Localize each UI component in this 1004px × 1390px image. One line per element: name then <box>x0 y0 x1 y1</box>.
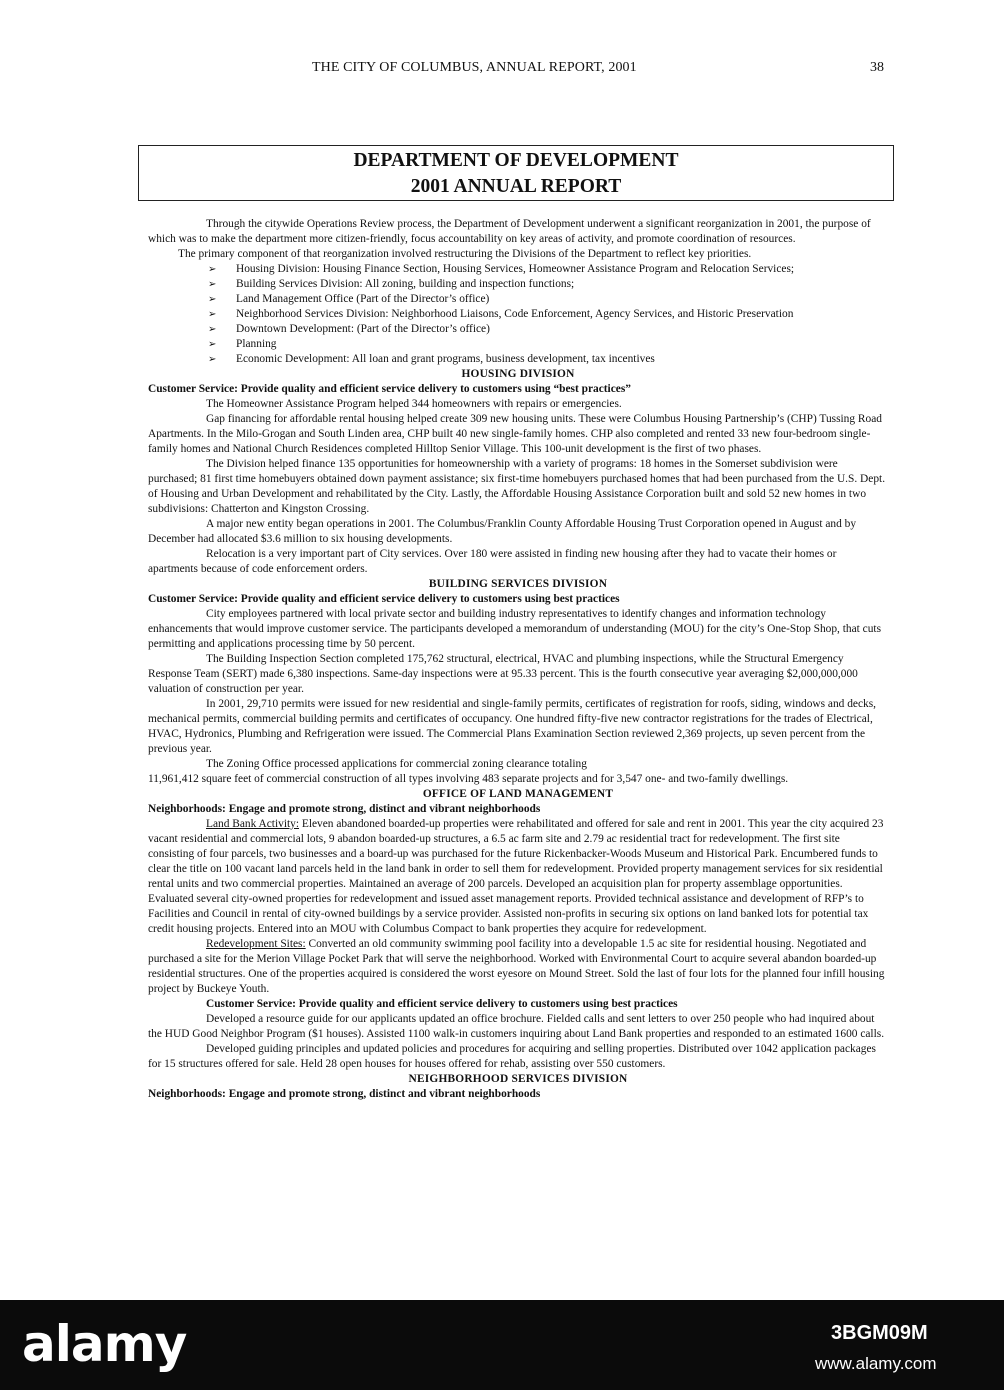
page-number: 38 <box>870 60 884 75</box>
list-item-text: Economic Development: All loan and grant programs, business development, tax incentives <box>236 353 655 365</box>
body-paragraph: A major new entity began operations in 2001. The Columbus/Franklin County Affordable Housing Trust Corporation opened in August and by December had allocated $3.6 million to six housing developments. <box>148 518 857 545</box>
intro-paragraph: Through the citywide Operations Review process, the Department of Development underwent a significant reorganization in 2001, the purpose of which was to make the department more citizen-friendly, focus accountability on key areas of activity, and promote coordination of resources. <box>148 218 871 245</box>
bullet-arrow-icon: ➢ <box>208 339 217 350</box>
list-item-text: Building Services Division: All zoning, building and inspection functions; <box>236 278 575 290</box>
body-paragraph: The Division helped finance 135 opportunities for homeownership with a variety of programs: 18 homes in the Somerset subdivision were purchased; 81 first time homebuyers obtained down payment assistance; six first-time homebuyers purchased homes that had been purchased from the U.S. Dept. of Housing and Urban Development and rehabilitated by the City. Lastly, the Affordable Housing Assistance Corporation built and sold 52 new homes in two subdivisions: Chatterton and Kingston Crossing. <box>148 458 886 515</box>
list-item-text: Downtown Development: (Part of the Director’s office) <box>236 323 490 335</box>
body-paragraph: Relocation is a very important part of City services. Over 180 were assisted in finding new housing after they had to vacate their homes or apartments because of code enforcement orders. <box>148 548 837 575</box>
body-paragraph: Developed guiding principles and updated policies and procedures for acquiring and selling properties. Distributed over 1042 application packages for 15 structures offered for sale. Held 28 open houses for houses offered for rehab, assisting over 550 customers. <box>148 1043 876 1070</box>
report-title: THE CITY OF COLUMBUS, ANNUAL REPORT, 2001 <box>312 60 637 75</box>
list-item <box>148 262 888 277</box>
bullet-arrow-icon: ➢ <box>208 294 217 305</box>
section-heading-housing: HOUSING DIVISION <box>461 368 575 380</box>
redevelopment-text: Converted an old community swimming pool facility into a developable 1.5 ac site for residential housing. Negotiated and purchased a site for the Merion Village Pocket Park that will serve the neighborhood. Worked with Environmental Court to acquire several abandon boarded-up residential structures. One of the properties acquired is considered the worst eyesore on Mound Street. Sold the last of four lots for the planned four infill housing project by Buckeye Youth. <box>148 938 885 995</box>
body-paragraph: 11,961,412 square feet of commercial construction of all types involving 483 separate projects and for 3,547 one- and two-family dwellings. <box>148 773 789 785</box>
section-goal: Customer Service: Provide quality and efficient service delivery to customers using “best practices” <box>148 383 631 395</box>
list-item <box>148 352 888 367</box>
body-paragraph <box>148 817 888 937</box>
report-body <box>148 217 888 1102</box>
annual-report-title: 2001 ANNUAL REPORT <box>410 176 622 197</box>
list-item-text: Neighborhood Services Division: Neighborhood Liaisons, Code Enforcement, Agency Services, and Historic Preservation <box>236 308 794 320</box>
body-paragraph <box>148 937 888 997</box>
section-heading-building-services: BUILDING SERVICES DIVISION <box>428 578 608 590</box>
bullet-arrow-icon: ➢ <box>208 264 217 275</box>
list-item <box>148 337 888 352</box>
alamy-logo: alamy <box>22 1315 187 1373</box>
bullet-arrow-icon: ➢ <box>208 279 217 290</box>
section-goal: Neighborhoods: Engage and promote strong, distinct and vibrant neighborhoods <box>148 803 541 815</box>
body-paragraph: In 2001, 29,710 permits were issued for new residential and single-family permits, certificates of registration for roofs, siding, windows and decks, mechanical permits, commercial building permits and certificates of occupancy. One hundred fifty-five new contractor registrations for the trades of Electrical, HVAC, Hydronics, Plumbing and Refrigeration were issued. The Commercial Plans Examination Section reviewed 2,369 projects, up seven percent from the previous year. <box>148 698 876 755</box>
land-bank-label: Land Bank Activity: <box>206 818 300 830</box>
section-goal: Neighborhoods: Engage and promote strong, distinct and vibrant neighborhoods <box>148 1088 541 1100</box>
body-paragraph: The Building Inspection Section completed 175,762 structural, electrical, HVAC and plumbing inspections, while the Structural Emergency Response Team (SERT) made 6,380 inspections. Same-day inspections were at 95.33 percent. This is the fourth consecutive year averaging $2,000,000,000 valuation of construction per year. <box>148 653 858 695</box>
body-paragraph: City employees partnered with local private sector and building industry representatives to identify changes and information technology enhancements that would improve customer service. The participants developed a memorandum of understanding (MOU) for the city’s One-Stop Shop, that cuts permitting and applications processing time by 50 percent. <box>148 608 882 650</box>
bullet-arrow-icon: ➢ <box>208 324 217 335</box>
list-item-text: Land Management Office (Part of the Director’s office) <box>236 293 490 305</box>
bullet-arrow-icon: ➢ <box>208 309 217 320</box>
list-item <box>148 277 888 292</box>
intro-paragraph: The primary component of that reorganization involved restructuring the Divisions of the Department to reflect key priorities. <box>178 248 752 260</box>
list-item-text: Housing Division: Housing Finance Section, Housing Services, Homeowner Assistance Program and Relocation Services; <box>236 263 795 275</box>
department-title-box <box>138 145 894 201</box>
body-paragraph: Developed a resource guide for our applicants updated an office brochure. Fielded calls and sent letters to over 250 people who had inquired about the HUD Good Neighbor Program ($1 houses). Assisted 1100 walk-in customers inquiring about Land Bank properties and responded to an estimated 1600 calls. <box>148 1013 885 1040</box>
watermark-footer <box>0 1300 1004 1390</box>
redevelopment-label: Redevelopment Sites: <box>206 938 306 950</box>
body-paragraph: Gap financing for affordable rental housing helped create 309 new housing units. These were Columbus Housing Partnership’s (CHP) Tussing Road Apartments. In the Milo-Grogan and South Linden area, CHP built 40 new single-family homes. CHP also completed and rented 33 new four-bedroom single- family homes and National Church Residences completed Hilltop Senior Village. This 100-unit development is the first of two phases. <box>148 413 882 455</box>
bullet-arrow-icon: ➢ <box>208 354 217 365</box>
site-url: www.alamy.com <box>815 1354 937 1373</box>
section-heading-neighborhood-services: NEIGHBORHOOD SERVICES DIVISION <box>408 1073 628 1085</box>
image-id: 3BGM09M <box>831 1322 928 1344</box>
body-paragraph: The Zoning Office processed applications for commercial zoning clearance totaling <box>206 758 587 770</box>
section-heading-land-management: OFFICE OF LAND MANAGEMENT <box>422 788 614 800</box>
body-paragraph: The Homeowner Assistance Program helped 344 homeowners with repairs or emergencies. <box>206 398 622 410</box>
department-title: DEPARTMENT OF DEVELOPMENT <box>353 150 679 171</box>
list-item <box>148 307 888 322</box>
list-item <box>148 292 888 307</box>
list-item <box>148 322 888 337</box>
land-bank-text: Eleven abandoned boarded-up properties were rehabilitated and offered for sale and rent in 2001. This year the city acquired 23 vacant residential and commercial lots, 9 abandon boarded-up structures, a 6.5 ac farm site and 2.79 ac residential tract for redevelopment. The first site consisting of four parcels, two businesses and a board-up was purchased for the future Rickenbacker-Woods Museum and Historical Park. Encumbered funds to clear the title on 100 vacant land parcels held in the land bank in order to sell them for redevelopment. Provided property management services for six residential rental units and two commercial properties. Maintained an average of 200 parcels. Developed an acquisition plan for property assemblage opportunities. Evaluated several city-owned properties for redevelopment and issued asset management reports. Provided technical assistance and development of RFP’s to Facilities and Council in rental of city-owned buildings by a service provider. Assisted non-profits in securing six options on land banked lots for potential tax credit housing projects. Entered into an MOU with Columbus Compact to bank properties they acquire for redevelopment. <box>148 818 884 935</box>
section-goal: Customer Service: Provide quality and efficient service delivery to customers using best practices <box>148 593 620 605</box>
list-item-text: Planning <box>236 338 277 350</box>
section-goal: Customer Service: Provide quality and efficient service delivery to customers using best practices <box>206 998 678 1010</box>
